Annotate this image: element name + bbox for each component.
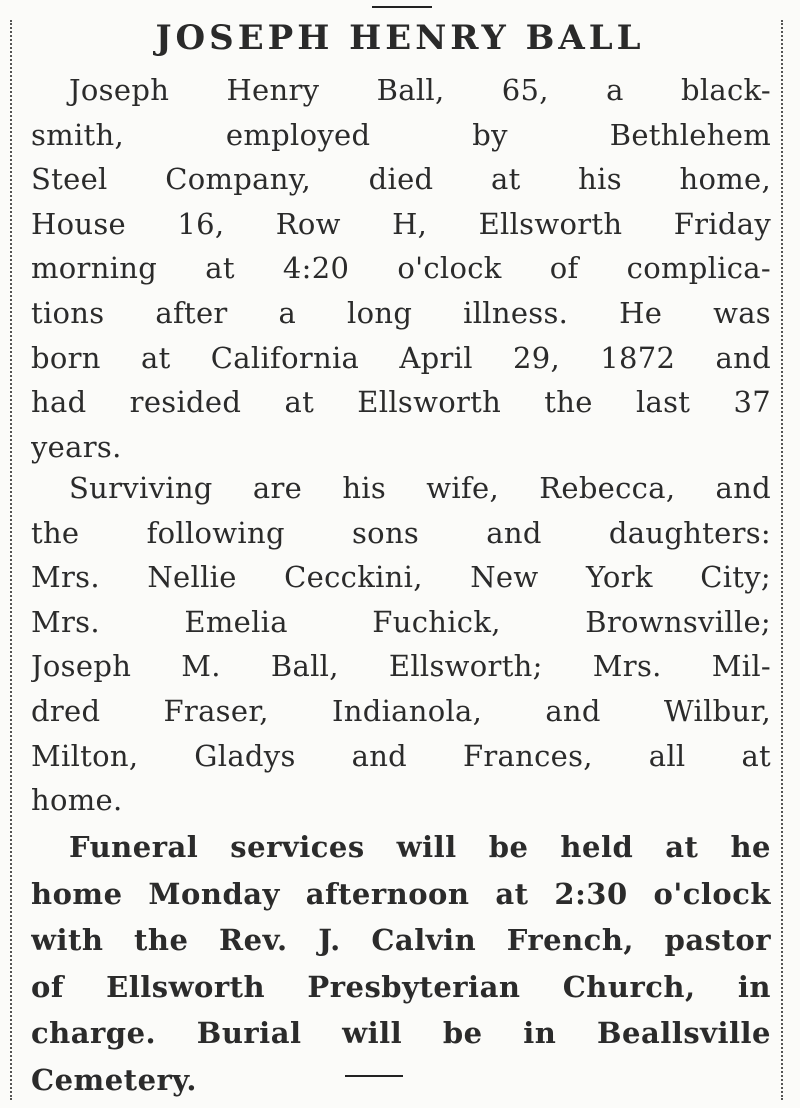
text-line: tions after a long illness. He was xyxy=(31,295,771,330)
bottom-rule xyxy=(345,1075,403,1077)
text-line: morning at 4:20 o'clock of complica- xyxy=(31,251,771,286)
paragraph-survivors xyxy=(31,466,771,823)
text-line: had resided at Ellsworth the last 37 xyxy=(31,385,771,420)
text-line: charge. Burial will be in Beallsville xyxy=(31,1016,771,1050)
text-line: Mrs. Nellie Cecckini, New York City; xyxy=(31,560,771,595)
text-line: Cemetery. xyxy=(31,1062,197,1097)
text-line: Surviving are his wife, Rebecca, and xyxy=(69,471,771,505)
text-line: Steel Company, died at his home, xyxy=(31,162,771,197)
text-line: home. xyxy=(31,783,123,818)
paragraph-death-notice xyxy=(31,68,771,469)
text-line: Funeral services will be held at he xyxy=(69,830,771,864)
text-line: with the Rev. J. Calvin French, pastor xyxy=(31,923,771,957)
text-line: Milton, Gladys and Frances, all at xyxy=(31,738,771,773)
obituary-headline: JOSEPH HENRY BALL xyxy=(155,18,645,58)
right-column-edge xyxy=(781,20,783,1100)
text-line: the following sons and daughters: xyxy=(31,515,771,550)
text-line: smith, employed by Bethlehem xyxy=(31,117,771,152)
text-line: dred Fraser, Indianola, and Wilbur, xyxy=(31,693,771,728)
text-line: Mrs. Emelia Fuchick, Brownsville; xyxy=(31,604,771,639)
text-line: Joseph M. Ball, Ellsworth; Mrs. Mil- xyxy=(31,649,771,684)
left-column-edge xyxy=(10,20,12,1100)
paragraph-funeral-services xyxy=(31,824,771,1103)
text-line: House 16, Row H, Ellsworth Friday xyxy=(31,206,771,241)
text-line: born at California April 29, 1872 and xyxy=(31,340,771,375)
text-line: of Ellsworth Presbyterian Church, in xyxy=(31,969,771,1004)
top-rule xyxy=(372,6,432,8)
text-line: home Monday afternoon at 2:30 o'clock xyxy=(31,876,771,911)
text-line: Joseph Henry Ball, 65, a black- xyxy=(69,73,771,107)
text-line: years. xyxy=(31,429,122,464)
